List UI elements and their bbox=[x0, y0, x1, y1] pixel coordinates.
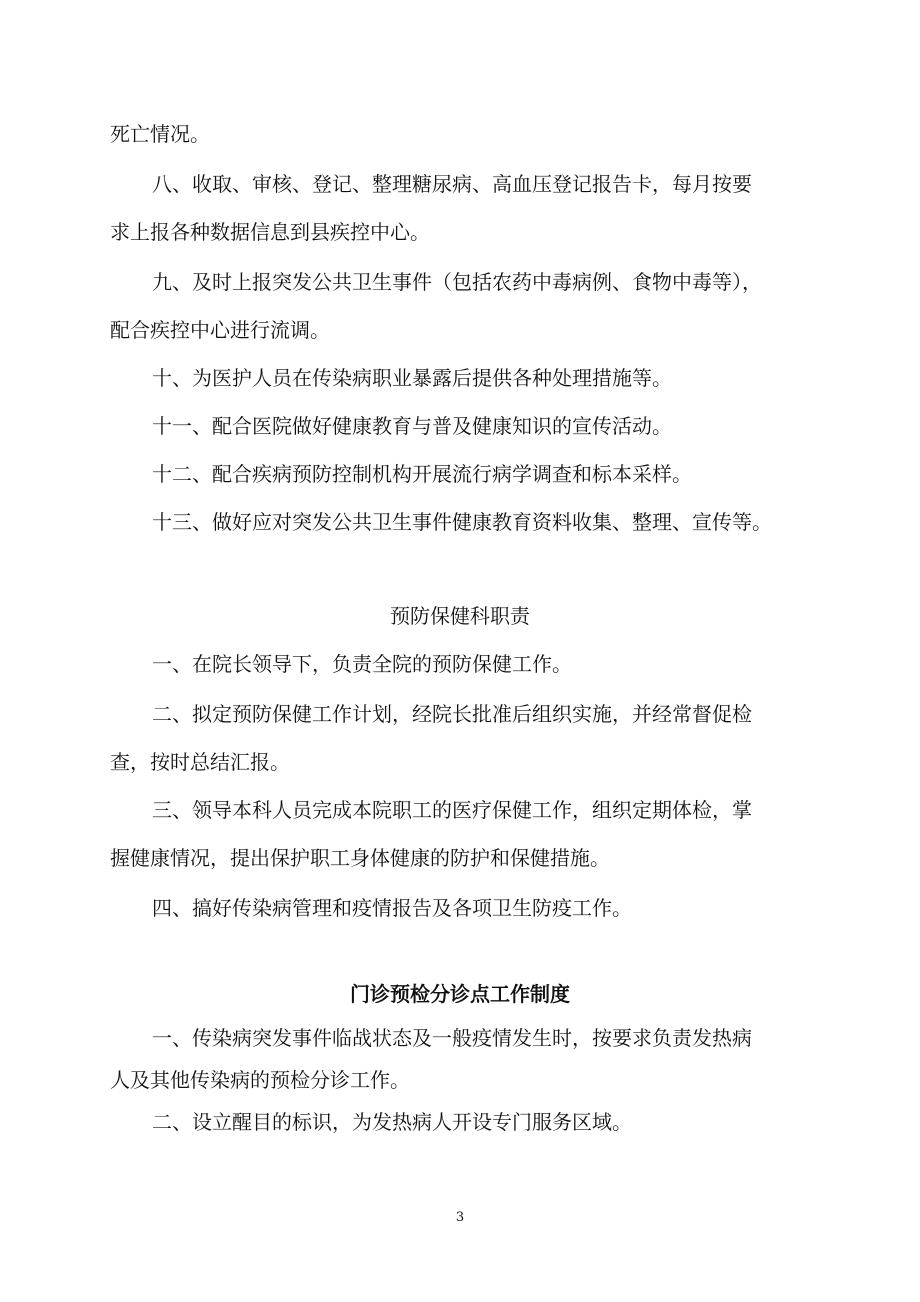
page-number: 3 bbox=[455, 1210, 465, 1225]
paragraph-line: 九、及时上报突发公共卫生事件（包括农药中毒病例、食物中毒等）， bbox=[152, 270, 762, 294]
paragraph-line: 一、传染病突发事件临战状态及一般疫情发生时，按要求负责发热病 bbox=[152, 1026, 752, 1050]
paragraph-line: 四、搞好传染病管理和疫情报告及各项卫生防疫工作。 bbox=[152, 896, 632, 920]
paragraph-line: 十、为医护人员在传染病职业暴露后提供各种处理措施等。 bbox=[152, 366, 672, 390]
paragraph-line: 死亡情况。 bbox=[110, 122, 210, 146]
paragraph-line: 二、拟定预防保健工作计划，经院长批准后组织实施，并经常督促检 bbox=[152, 702, 752, 726]
paragraph-line: 八、收取、审核、登记、整理糖尿病、高血压登记报告卡，每月按要 bbox=[152, 172, 752, 196]
paragraph-line: 二、设立醒目的标识，为发热病人开设专门服务区域。 bbox=[152, 1110, 632, 1134]
paragraph-line: 十三、做好应对突发公共卫生事件健康教育资料收集、整理、宣传等。 bbox=[152, 510, 772, 534]
paragraph-line: 配合疾控中心进行流调。 bbox=[110, 318, 330, 342]
paragraph-line: 十二、配合疾病预防控制机构开展流行病学调查和标本采样。 bbox=[152, 462, 692, 486]
paragraph-line: 查，按时总结汇报。 bbox=[110, 750, 290, 774]
section-title-preventive: 预防保健科职责 bbox=[390, 604, 530, 628]
paragraph-line: 求上报各种数据信息到县疾控中心。 bbox=[110, 220, 430, 244]
paragraph-line: 人及其他传染病的预检分诊工作。 bbox=[110, 1068, 410, 1092]
paragraph-line: 一、在院长领导下，负责全院的预防保健工作。 bbox=[152, 652, 572, 676]
paragraph-line: 十一、配合医院做好健康教育与普及健康知识的宣传活动。 bbox=[152, 414, 672, 438]
paragraph-line: 握健康情况，提出保护职工身体健康的防护和保健措施。 bbox=[110, 846, 610, 870]
section-title-triage: 门诊预检分诊点工作制度 bbox=[350, 982, 570, 1006]
paragraph-line: 三、领导本科人员完成本院职工的医疗保健工作，组织定期体检，掌 bbox=[152, 798, 752, 822]
